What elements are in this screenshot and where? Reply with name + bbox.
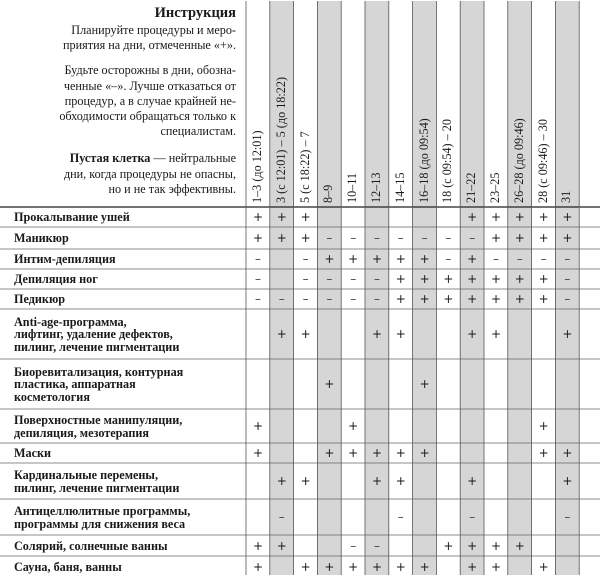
shaded-column	[555, 1, 579, 575]
instructions-title: Инструкция	[154, 5, 236, 21]
plus-mark: +	[467, 252, 478, 266]
minus-mark: –	[278, 510, 285, 524]
column-header: 10–11	[345, 172, 360, 203]
minus-mark: –	[350, 272, 357, 286]
plus-mark: +	[419, 292, 430, 306]
plus-mark: +	[371, 446, 383, 460]
plus-mark: +	[538, 559, 549, 574]
plus-mark: +	[252, 419, 264, 433]
column-header: 26–28 (до 09:46)	[511, 118, 526, 203]
instructions-line: Будьте осторожны в дни, обозна-	[64, 63, 236, 78]
minus-mark: –	[564, 292, 571, 306]
plus-mark: +	[276, 538, 287, 553]
plus-mark: +	[443, 538, 454, 553]
plus-mark: +	[276, 474, 287, 488]
plus-mark: +	[395, 252, 406, 266]
plus-mark: +	[276, 210, 287, 224]
plus-mark: +	[562, 446, 573, 460]
plus-mark: +	[562, 474, 573, 488]
plus-mark: +	[490, 538, 502, 553]
minus-mark: –	[540, 252, 547, 266]
row-label: Антицеллюлитные программы,	[14, 504, 191, 518]
row-label: Маникюр	[14, 231, 69, 246]
minus-mark: –	[302, 272, 309, 286]
empty-cell-line: но и не так эффективны.	[108, 181, 236, 196]
plus-mark: +	[490, 210, 502, 224]
minus-mark: –	[516, 252, 523, 266]
plus-mark: +	[276, 231, 287, 245]
column-header: 28 (с 09:46) – 30	[535, 119, 550, 203]
shaded-column	[365, 1, 389, 575]
plus-mark: +	[348, 252, 359, 266]
column-header: 14–15	[392, 172, 407, 203]
row-label: Кардинальные перемены,	[14, 468, 158, 482]
minus-mark: –	[326, 272, 333, 286]
plus-mark: +	[252, 446, 264, 460]
row-label: Педикюр	[14, 292, 66, 307]
instructions-line: обходимости обращаться только к	[59, 109, 236, 123]
minus-mark: –	[397, 231, 404, 245]
plus-mark: +	[562, 327, 573, 341]
minus-mark: –	[255, 252, 261, 266]
minus-mark: –	[397, 510, 404, 524]
row-label: программы для снижения веса	[14, 516, 186, 531]
plus-mark: +	[538, 210, 549, 224]
minus-mark: –	[326, 292, 333, 306]
plus-mark: +	[490, 327, 502, 341]
instructions-line: специалистам.	[160, 124, 236, 139]
empty-cell-term: Пустая клетка	[69, 151, 151, 166]
plus-mark: +	[300, 559, 311, 574]
row-label: лифтинг, удаление дефектов,	[14, 327, 173, 342]
row-label: Биоревитализация, контурная	[14, 364, 184, 379]
column-header: 1–3 (до 12:01)	[250, 130, 264, 203]
row-label: пластика, аппаратная	[14, 377, 136, 392]
plus-mark: +	[276, 327, 287, 341]
plus-mark: +	[395, 327, 406, 341]
column-header: 31	[559, 190, 574, 203]
minus-mark: –	[374, 292, 380, 306]
minus-mark: –	[469, 231, 476, 245]
column-header: 16–18 (до 09:54)	[416, 118, 431, 203]
plus-mark: +	[395, 292, 406, 306]
shaded-column	[413, 1, 437, 575]
plus-mark: +	[300, 327, 311, 341]
plus-mark: +	[395, 272, 406, 286]
minus-mark: –	[374, 272, 380, 286]
plus-mark: +	[395, 474, 406, 488]
row-label: Сауна, баня, ванны	[14, 559, 122, 574]
column-header: 21–22	[464, 172, 479, 203]
plus-mark: +	[443, 292, 454, 306]
row-label: пилинг, лечение пигментации	[14, 480, 180, 495]
plus-mark: +	[514, 210, 525, 224]
minus-mark: –	[374, 231, 380, 245]
plus-mark: +	[348, 419, 359, 433]
plus-mark: +	[324, 377, 335, 391]
instructions-line: Планируйте процедуры и меро-	[71, 23, 236, 37]
row-label: Маски	[14, 446, 52, 461]
row-label: Anti-age-программа,	[14, 314, 127, 329]
minus-mark: –	[493, 252, 499, 266]
row-label: пилинг, лечение пигментации	[14, 339, 180, 354]
plus-mark: +	[324, 446, 335, 460]
minus-mark: –	[421, 231, 428, 245]
instructions-line: процедур, а в случае крайней не-	[64, 93, 236, 108]
plus-mark: +	[419, 252, 430, 266]
plus-mark: +	[252, 559, 264, 574]
plus-mark: +	[490, 272, 502, 286]
plus-mark: +	[538, 446, 549, 460]
plus-mark: +	[443, 272, 454, 286]
minus-mark: –	[564, 252, 571, 266]
plus-mark: +	[300, 474, 311, 488]
empty-cell-line: дни, когда процедуры не опасны,	[63, 166, 236, 181]
plus-mark: +	[419, 377, 430, 391]
plus-mark: +	[467, 559, 478, 574]
plus-mark: +	[514, 231, 525, 245]
column-header: 18 (с 09:54) – 20	[440, 119, 455, 203]
row-label: Депиляция ног	[14, 272, 98, 287]
row-label: Интим-депиляция	[14, 252, 116, 267]
plus-mark: +	[467, 210, 478, 224]
shaded-column	[460, 1, 484, 575]
minus-mark: –	[326, 231, 333, 245]
minus-mark: –	[350, 292, 357, 306]
plus-mark: +	[562, 210, 573, 224]
plus-mark: +	[371, 252, 383, 266]
plus-mark: +	[419, 559, 430, 574]
row-label: Прокалывание ушей	[14, 210, 130, 225]
minus-mark: –	[469, 510, 476, 524]
plus-mark: +	[538, 272, 549, 286]
plus-mark: +	[467, 292, 478, 306]
plus-mark: +	[371, 559, 383, 574]
plus-mark: +	[562, 231, 573, 245]
empty-cell-text: — нейтральные	[150, 151, 236, 166]
column-header: 23–25	[488, 172, 502, 203]
plus-mark: +	[371, 474, 383, 488]
plus-mark: +	[371, 327, 383, 341]
column-header: 5 (с 18:22) – 7	[297, 131, 312, 203]
plus-mark: +	[252, 538, 264, 553]
plus-mark: +	[514, 292, 525, 306]
plus-mark: +	[538, 419, 549, 433]
plus-mark: +	[324, 252, 335, 266]
minus-mark: –	[564, 272, 571, 286]
plus-mark: +	[252, 231, 264, 245]
column-header: 12–13	[369, 172, 383, 203]
plus-mark: +	[419, 446, 430, 460]
minus-mark: –	[302, 252, 309, 266]
plus-mark: +	[300, 231, 311, 245]
instructions-line: ченные «–». Лучше отказаться от	[63, 78, 236, 93]
plus-mark: +	[395, 559, 406, 574]
plus-mark: +	[490, 231, 502, 245]
plus-mark: +	[395, 446, 406, 460]
shaded-column	[508, 1, 532, 575]
column-header: 8–9	[321, 184, 336, 203]
plus-mark: +	[467, 474, 478, 488]
minus-mark: –	[255, 272, 261, 286]
plus-mark: +	[252, 210, 264, 224]
minus-mark: –	[350, 538, 357, 553]
row-label: Солярий, солнечные ванны	[14, 538, 168, 553]
plus-mark: +	[419, 272, 430, 286]
plus-mark: +	[538, 231, 549, 245]
minus-mark: –	[350, 231, 357, 245]
plus-mark: +	[538, 292, 549, 306]
minus-mark: –	[374, 538, 380, 553]
minus-mark: –	[302, 292, 309, 306]
plus-mark: +	[490, 559, 502, 574]
plus-mark: +	[467, 272, 478, 286]
plus-mark: +	[348, 446, 359, 460]
row-label: депиляция, мезотерапия	[14, 425, 149, 440]
row-label: Поверхностные манипуляции,	[14, 413, 183, 427]
plus-mark: +	[514, 538, 525, 553]
minus-mark: –	[445, 252, 452, 266]
row-label: косметология	[14, 389, 90, 404]
plus-mark: +	[348, 559, 359, 574]
plus-mark: +	[467, 538, 478, 553]
shaded-column	[317, 1, 341, 575]
minus-mark: –	[278, 292, 285, 306]
minus-mark: –	[564, 510, 571, 524]
minus-mark: –	[445, 231, 452, 245]
plus-mark: +	[490, 292, 502, 306]
minus-mark: –	[255, 292, 261, 306]
instructions-line: приятия на дни, отмеченные «+».	[63, 38, 236, 53]
column-header: 3 (с 12:01) – 5 (до 18:22)	[273, 76, 288, 203]
plus-mark: +	[467, 327, 478, 341]
plus-mark: +	[324, 559, 335, 574]
plus-mark: +	[514, 272, 525, 286]
plus-mark: +	[300, 210, 311, 224]
